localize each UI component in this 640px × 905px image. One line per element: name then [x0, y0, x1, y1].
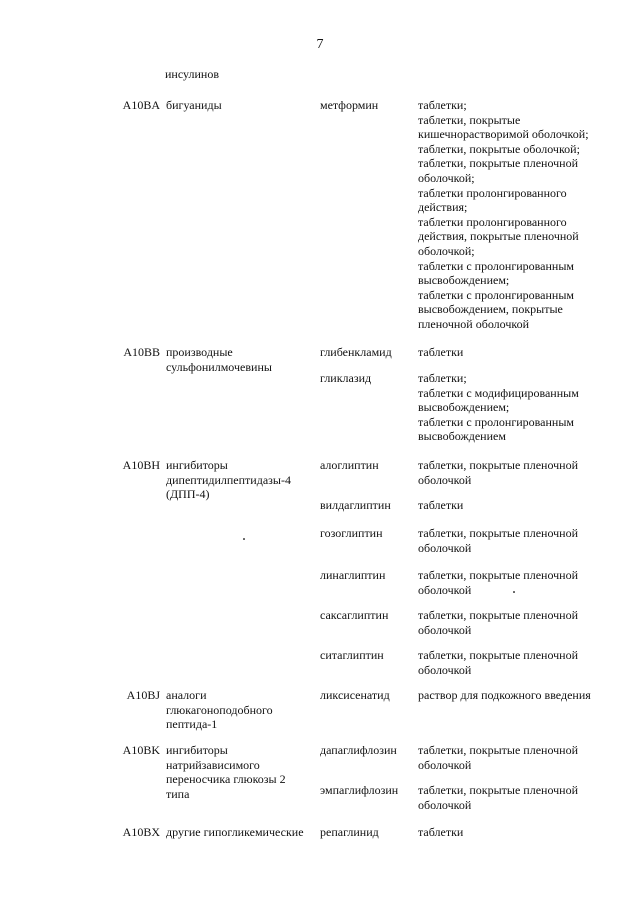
drug-name: глибенкламид — [320, 345, 392, 359]
group-name-line: натрийзависимого — [166, 757, 260, 772]
group-name-line: типа — [166, 786, 190, 801]
dosage-form-line: таблетки — [418, 825, 464, 839]
group-name — [166, 458, 316, 502]
continued-group-label: инсулинов — [165, 67, 219, 81]
scan-speck — [243, 538, 245, 540]
dosage-form-line: действия; — [418, 200, 468, 215]
group-name — [166, 345, 316, 374]
dosage-form-line: таблетки с пролонгированным — [418, 414, 575, 429]
dosage-form-line: таблетки — [418, 498, 464, 512]
atc-code: A10BA — [122, 98, 160, 112]
dosage-forms — [418, 648, 618, 677]
dosage-form-line: оболочкой — [418, 622, 472, 637]
dosage-form-line: высвобождением; — [418, 400, 510, 415]
dosage-form-line: высвобождением, покрытые — [418, 302, 563, 317]
dosage-form-line: таблетки, покрытые пленочной — [418, 458, 579, 472]
group-name-line: сульфонилмочевины — [166, 359, 272, 374]
group-name-line: (ДПП-4) — [166, 487, 210, 502]
group-name-line: пептида-1 — [166, 717, 218, 732]
dosage-form-line: таблетки с модифицированным — [418, 385, 579, 400]
atc-code: A10BK — [122, 743, 160, 757]
drug-name: ликсисенатид — [320, 688, 390, 702]
dosage-forms — [418, 608, 618, 637]
drug-name: алоглиптин — [320, 458, 379, 472]
dosage-form-line: таблетки с пролонгированным — [418, 287, 575, 302]
dosage-form-line: оболочкой — [418, 662, 472, 677]
drug-name: метформин — [320, 98, 379, 112]
dosage-forms — [418, 98, 618, 332]
group-name-line: ингибиторы — [166, 458, 228, 472]
group-name-line: аналоги — [166, 688, 207, 702]
group-name-line: глюкагоноподобного — [166, 702, 273, 717]
dosage-form-line: таблетки пролонгированного — [418, 214, 567, 229]
dosage-forms — [418, 526, 618, 555]
group-name-line: дипептидилпептидазы-4 — [166, 472, 291, 487]
dosage-form-line: оболочкой; — [418, 243, 475, 258]
dosage-form-line: раствор для подкожного введения — [418, 688, 591, 702]
scan-speck — [513, 591, 515, 593]
atc-code: A10BB — [123, 345, 160, 359]
drug-name: эмпаглифлозин — [320, 783, 399, 797]
dosage-form-line: высвобождением — [418, 429, 506, 444]
group-name — [166, 825, 316, 840]
dosage-form-line: таблетки, покрытые оболочкой; — [418, 141, 580, 156]
group-name-line: производные — [166, 345, 233, 359]
dosage-forms — [418, 688, 618, 703]
dosage-form-line: таблетки пролонгированного — [418, 185, 567, 200]
group-name-line: бигуаниды — [166, 98, 222, 112]
dosage-form-line: оболочкой — [418, 582, 472, 597]
dosage-form-line: оболочкой — [418, 757, 472, 772]
dosage-form-line: таблетки; — [418, 98, 467, 112]
drug-name: ситаглиптин — [320, 648, 384, 662]
drug-name: дапаглифлозин — [320, 743, 397, 757]
group-name — [166, 743, 316, 801]
dosage-form-line: оболочкой — [418, 797, 472, 812]
group-name-line: переносчика глюкозы 2 — [166, 772, 286, 787]
dosage-form-line: кишечнорастворимой оболочкой; — [418, 127, 589, 142]
dosage-form-line: таблетки, покрытые — [418, 112, 521, 127]
dosage-form-line: таблетки, покрытые пленочной — [418, 608, 579, 622]
drug-name: репаглинид — [320, 825, 379, 839]
dosage-forms — [418, 345, 618, 360]
group-name-line: другие гипогликемические — [166, 825, 304, 839]
drug-name: гликлазид — [320, 371, 372, 385]
dosage-form-line: пленочной оболочкой — [418, 316, 530, 331]
dosage-forms — [418, 743, 618, 772]
dosage-form-line: оболочкой — [418, 472, 472, 487]
drug-name: гозоглиптин — [320, 526, 383, 540]
dosage-form-line: таблетки; — [418, 371, 467, 385]
dosage-form-line: таблетки, покрытые пленочной — [418, 526, 579, 540]
atc-code: A10BX — [122, 825, 160, 839]
group-name-line: ингибиторы — [166, 743, 228, 757]
atc-code: A10BJ — [126, 688, 160, 702]
dosage-forms — [418, 498, 618, 513]
dosage-forms — [418, 458, 618, 487]
dosage-form-line: действия, покрытые пленочной — [418, 229, 579, 244]
dosage-form-line: таблетки, покрытые пленочной — [418, 648, 579, 662]
drug-name: саксаглиптин — [320, 608, 389, 622]
dosage-forms — [418, 371, 618, 444]
dosage-forms — [418, 825, 618, 840]
dosage-form-line: высвобождением; — [418, 273, 510, 288]
dosage-form-line: таблетки, покрытые пленочной — [418, 743, 579, 757]
group-name — [166, 98, 316, 113]
group-name — [166, 688, 316, 732]
dosage-form-line: таблетки — [418, 345, 464, 359]
dosage-form-line: таблетки с пролонгированным — [418, 258, 575, 273]
dosage-form-line: таблетки, покрытые пленочной — [418, 568, 579, 582]
dosage-forms — [418, 568, 618, 597]
atc-code: A10BH — [122, 458, 160, 472]
drug-name: вилдаглиптин — [320, 498, 391, 512]
page-number: 7 — [316, 37, 324, 52]
dosage-form-line: оболочкой; — [418, 170, 475, 185]
dosage-form-line: таблетки, покрытые пленочной — [418, 783, 579, 797]
dosage-forms — [418, 783, 618, 812]
drug-name: линаглиптин — [320, 568, 386, 582]
dosage-form-line: оболочкой — [418, 540, 472, 555]
dosage-form-line: таблетки, покрытые пленочной — [418, 156, 579, 171]
